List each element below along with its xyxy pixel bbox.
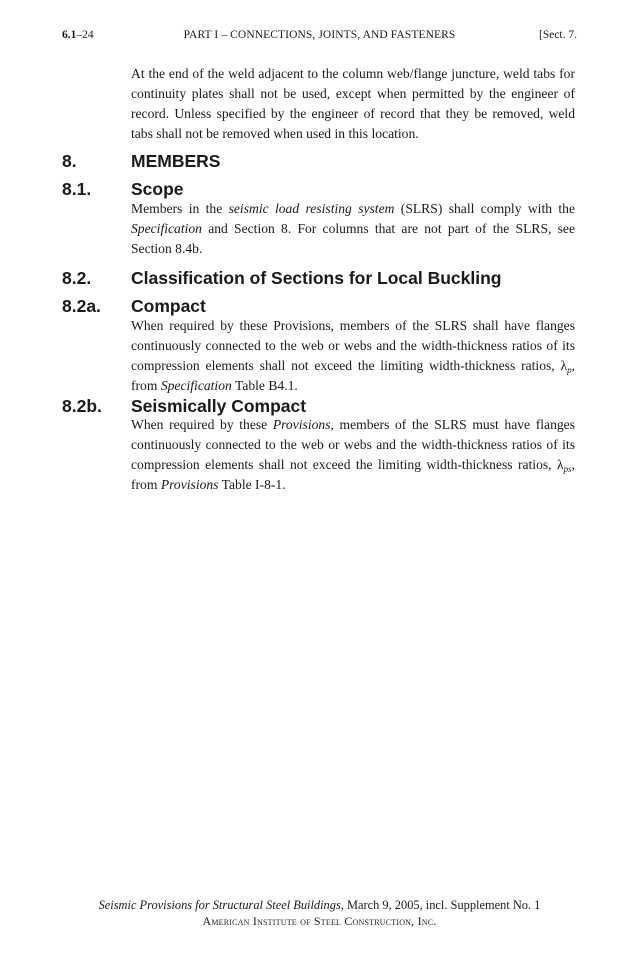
section-heading-members: 8. MEMBERS: [62, 151, 221, 171]
section-heading-classification: 8.2. Classification of Sections for Local Buckling: [62, 268, 502, 288]
part-title: PART I – CONNECTIONS, JOINTS, AND FASTENERS: [183, 29, 456, 41]
seismically-compact-paragraph: When required by these Provisions, members of the SLRS must have flanges continuously connected to the web or webs and the width-thickness ratios of its compression elements shall not exceed the limiting width-thickness ratios, $\lambda_{ps}$, from Provisions Table I-8-1.: [131, 417, 575, 492]
section-heading-seismically-compact: 8.2b. Seismically Compact: [62, 396, 307, 416]
scope-paragraph: Members in the seismic load resisting system (SLRS) shall comply with the Specification and Section 8. For columns that are not part of the SLRS, see Section 8.4b.: [131, 201, 575, 256]
section-heading-compact: 8.2a. Compact: [62, 296, 206, 316]
intro-paragraph: At the end of the weld adjacent to the column web/flange juncture, weld tabs for continuity plates shall not be used, except when permitted by the engineer of record. Unless specified by the engineer of record that they be removed, weld tabs shall not be removed when used in this location.: [131, 66, 575, 141]
section-heading-scope: 8.1. Scope: [62, 179, 184, 199]
footer-citation: Seismic Provisions for Structural Steel Buildings, March 9, 2005, incl. Supplement No. 1: [98, 898, 541, 912]
footer-publisher: American Institute of Steel Construction, Inc.: [202, 914, 437, 928]
section-reference: [Sect. 7.: [538, 29, 577, 41]
compact-paragraph: When required by these Provisions, members of the SLRS shall have flanges continuously connected to the web or webs and the width-thickness ratios of its compression elements shall not exceed the limiting width-thickness ratios, $\lambda_p$, from Specification Table B4.1.: [131, 318, 575, 393]
page-number: 6.1–24: [62, 29, 94, 41]
running-header: [62, 27, 577, 43]
